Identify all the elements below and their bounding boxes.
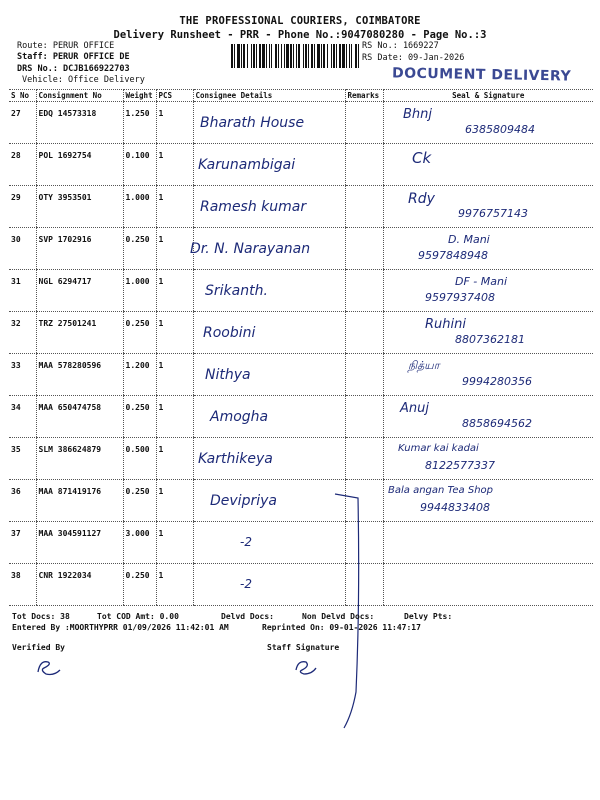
consignment-cell: POL 1692754 [36,144,123,186]
phone-handwriting: 9597937408 [425,291,495,304]
seal-signature-handwriting: Ck [412,149,432,167]
phone-handwriting: 8858694562 [462,417,532,430]
pcs-cell: 1 [156,144,193,186]
remarks-cell [345,354,383,396]
weight-cell: 0.250 [123,228,156,270]
phone-handwriting: 8807362181 [455,333,525,346]
consignment-cell: CNR 1922034 [36,564,123,606]
sno-cell: 33 [9,354,36,396]
consignment-cell: TRZ 27501241 [36,312,123,354]
sno-cell: 27 [9,102,36,144]
table-row [9,564,593,606]
remarks-cell [345,102,383,144]
seal-signature-handwriting: Ruhini [425,317,466,332]
signature-cell [383,522,593,564]
pcs-cell: 1 [156,228,193,270]
sno-cell: 30 [9,228,36,270]
consignee-handwriting: Nithya [205,367,251,383]
remarks-cell [345,228,383,270]
phone-handwriting: 9994280356 [462,375,532,388]
staff-signature-label: Staff Signature [267,643,340,652]
pcs-cell: 1 [156,480,193,522]
signature-cell [383,564,593,606]
consignee-handwriting: Ramesh kumar [200,199,307,215]
consignment-cell: MAA 650474758 [36,396,123,438]
sno-cell: 37 [9,522,36,564]
pcs-cell: 1 [156,354,193,396]
pcs-cell: 1 [156,186,193,228]
document-delivery-stamp: DOCUMENT DELIVERY [391,65,572,85]
consignee-handwriting: Dr. N. Narayanan [190,241,311,257]
sno-cell: 34 [9,396,36,438]
non-delivered-docs: Non Delvd Docs: [302,612,375,621]
col-signature: Seal & Signature [383,90,593,102]
consignee-handwriting: -2 [240,577,252,591]
table-header-row [9,90,593,102]
consignee-handwriting: Amogha [210,409,269,425]
sno-cell: 29 [9,186,36,228]
weight-cell: 3.000 [123,522,156,564]
weight-cell: 1.000 [123,270,156,312]
consignee-cell [193,522,345,564]
pcs-cell: 1 [156,438,193,480]
col-pcs: PCS [156,90,193,102]
weight-cell: 0.100 [123,144,156,186]
consignment-cell: MAA 871419176 [36,480,123,522]
weight-cell: 1.000 [123,186,156,228]
remarks-cell [345,396,383,438]
pcs-cell: 1 [156,312,193,354]
seal-signature-handwriting: நித்யா [408,359,440,372]
company-title: THE PROFESSIONAL COURIERS, COIMBATORE [179,15,421,27]
seal-signature-handwriting: Anuj [400,401,429,416]
barcode-image [231,44,359,68]
seal-signature-handwriting: Rdy [408,191,435,207]
consignee-handwriting: Roobini [203,325,256,341]
delivered-docs: Delvd Docs: [221,612,274,621]
sno-cell: 36 [9,480,36,522]
seal-signature-handwriting: Kumar kai kadai [398,443,479,454]
consignee-handwriting: -2 [240,535,252,549]
runsheet-table [9,89,593,606]
consignee-handwriting: Srikanth. [205,283,268,299]
pcs-cell: 1 [156,396,193,438]
seal-signature-handwriting: Bala angan Tea Shop [388,485,494,496]
seal-signature-handwriting: Bhnj [403,107,433,122]
phone-handwriting: 9944833408 [420,501,490,514]
remarks-cell [345,438,383,480]
entered-by: Entered By :MOORTHYPRR 01/09/2026 11:42:01 AM [12,623,229,632]
remarks-cell [345,270,383,312]
sno-cell: 31 [9,270,36,312]
col-sno: S No [9,90,36,102]
pcs-cell: 1 [156,522,193,564]
table-row [9,480,593,522]
consignee-handwriting: Karunambigai [198,157,296,173]
remarks-cell [345,186,383,228]
col-weight: Weight [123,90,156,102]
consignee-handwriting: Bharath House [200,115,305,131]
rs-date: RS Date: 09-Jan-2026 [362,53,465,63]
consignee-cell [193,564,345,606]
weight-cell: 0.250 [123,312,156,354]
sno-cell: 38 [9,564,36,606]
pcs-cell: 1 [156,270,193,312]
total-cod: Tot COD Amt: 0.00 [97,612,179,621]
col-consignee: Consignee Details [193,90,345,102]
sno-cell: 28 [9,144,36,186]
consignment-cell: SLM 386624879 [36,438,123,480]
table-row [9,438,593,480]
consignment-cell: NGL 6294717 [36,270,123,312]
table-row [9,522,593,564]
weight-cell: 1.200 [123,354,156,396]
consignee-handwriting: Karthikeya [198,451,273,467]
verified-by-label: Verified By [12,643,65,652]
consignment-cell: MAA 578280596 [36,354,123,396]
phone-handwriting: 9597848948 [418,249,488,262]
sno-cell: 35 [9,438,36,480]
consignee-handwriting: Devipriya [210,493,277,509]
phone-handwriting: 9976757143 [458,207,528,220]
col-consignment: Consignment No [36,90,123,102]
remarks-cell [345,312,383,354]
phone-handwriting: 6385809484 [465,123,535,136]
weight-cell: 1.250 [123,102,156,144]
phone-handwriting: 8122577337 [425,459,495,472]
weight-cell: 0.250 [123,564,156,606]
rs-number: RS No.: 1669227 [362,41,439,51]
weight-cell: 0.250 [123,480,156,522]
pcs-cell: 1 [156,564,193,606]
consignment-cell: MAA 304591127 [36,522,123,564]
table-row [9,144,593,186]
staff-signature [290,656,320,678]
route-label: Route: PERUR OFFICE [17,41,115,51]
weight-cell: 0.500 [123,438,156,480]
runsheet-title: Delivery Runsheet - PRR - Phone No.:9047080280 - Page No.:3 [113,29,487,41]
verifier-signature [34,656,64,678]
delivery-points: Delvy Pts: [404,612,453,621]
vehicle-label: Vehicle: Office Delivery [22,75,145,85]
consignment-cell: OTY 3953501 [36,186,123,228]
total-docs: Tot Docs: 38 [12,612,70,621]
weight-cell: 0.250 [123,396,156,438]
col-remarks: Remarks [345,90,383,102]
reprinted-on: Reprinted On: 09-01-2026 11:47:17 [262,623,421,632]
drs-number: DRS No.: DCJB166922703 [17,64,130,74]
pcs-cell: 1 [156,102,193,144]
consignment-cell: EDQ 14573318 [36,102,123,144]
seal-signature-handwriting: DF - Mani [455,275,508,288]
staff-label: Staff: PERUR OFFICE DE [17,52,130,62]
sno-cell: 32 [9,312,36,354]
remarks-cell [345,144,383,186]
consignment-cell: SVP 1702916 [36,228,123,270]
seal-signature-handwriting: D. Mani [448,233,490,246]
